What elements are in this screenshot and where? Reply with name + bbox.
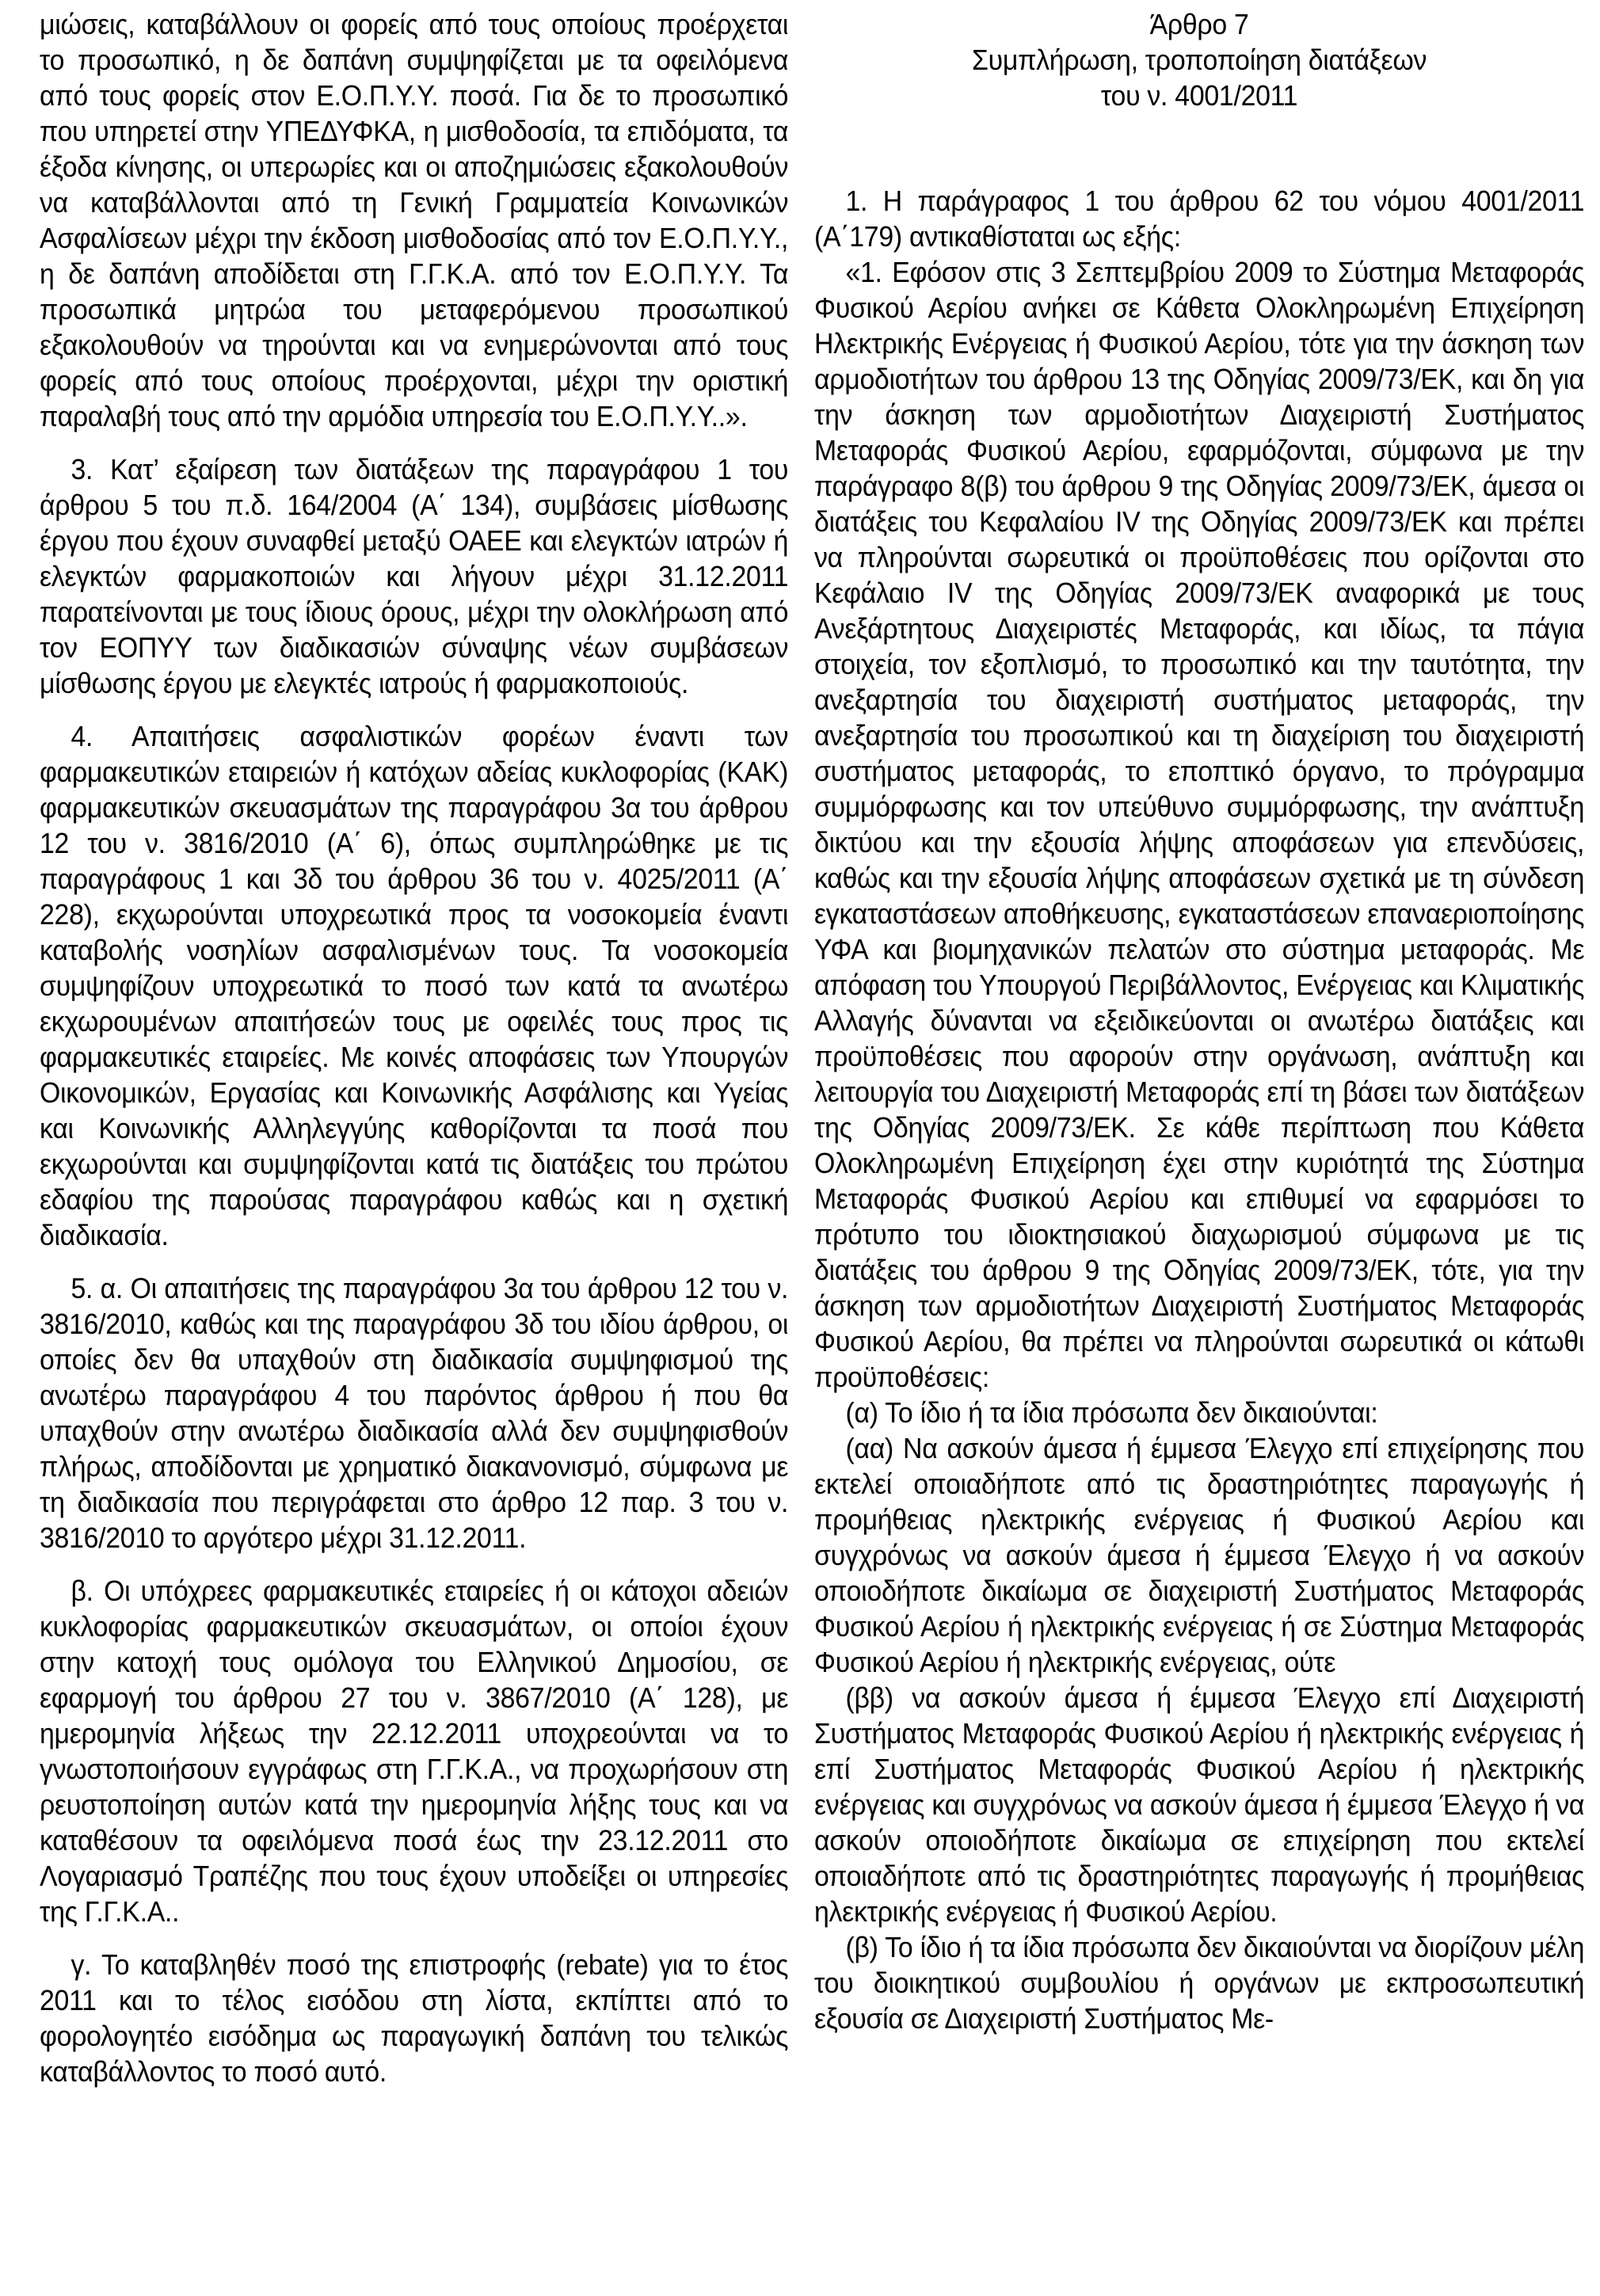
paragraph: 1. Η παράγραφος 1 του άρθρου 62 του νόμου 4001/2011 (Α΄179) αντικαθίσταται ως εξής:	[814, 185, 1585, 253]
left-column-text	[40, 6, 788, 2089]
paragraph: β. Οι υπόχρεες φαρμακευτικές εταιρείες ή οι κάτοχοι αδειών κυκλοφορίας φαρμακευτικών σκευασμάτων, οι οποίοι έχουν στην κατοχή τους ομόλογα του Ελληνικού Δημοσίου, σε εφαρμογή του άρθρου 27 του ν. 3867/2010 (Α΄ 128), με ημερομηνία λήξεως την 22.12.2011 υποχρεούνται να το γνωστοποιήσουν εγγράφως στη Γ.Γ.Κ.Α., να προχωρήσουν στη ρευστοποίηση αυτών κατά την ημερομηνία λήξης τους και να καταθέσουν τα οφειλόμενα ποσά έως την 23.12.2011 στο Λογαριασμό Τραπέζης που τους έχουν υποδείξει οι υπηρεσίες της Γ.Γ.Κ.Α..	[40, 1574, 789, 1928]
paragraph: μιώσεις, καταβάλλουν οι φορείς από τους οποίους προέρχεται το προσωπικό, η δε δαπάνη συμψηφίζεται με τα οφειλόμενα από τους φορείς στον Ε.Ο.Π.Υ.Υ. ποσά. Για δε το προσωπικό που υπηρετεί στην ΥΠΕΔΥΦΚΑ, η μισθοδοσία, τα επιδόματα, τα έξοδα κίνησης, οι υπερωρίες και οι αποζημιώσεις εξακολουθούν να καταβάλλονται από τη Γενική Γραμματεία Κοινωνικών Ασφαλίσεων μέχρι την έκδοση μισθοδοσίας από τον Ε.Ο.Π.Υ.Υ., η δε δαπάνη αποδίδεται στη Γ.Γ.Κ.Α. από τον Ε.Ο.Π.Υ.Υ. Τα προσωπικά μητρώα του μεταφερόμενου προσωπικού εξακολουθούν να τηρούνται και να ενημερώνονται από τους φορείς από τους οποίους προέρχονται, μέχρι την οριστική παραλαβή τους από την αρμόδια υπηρεσία του Ε.Ο.Π.Υ.Υ..».	[40, 8, 789, 432]
paragraph: (β) Το ίδιο ή τα ίδια πρόσωπα δεν δικαιούνται να διορίζουν μέλη του διοικητικού συμβουλίου ή οργάνων με εκπροσωπευτική εξουσία σε Διαχειριστή Συστήματος Με-	[814, 1931, 1585, 2035]
paragraph: 3. Κατ’ εξαίρεση των διατάξεων της παραγράφου 1 του άρθρου 5 του π.δ. 164/2004 (Α΄ 134), συμβάσεις μίσθωσης έργου που έχουν συναφθεί μεταξύ ΟΑΕΕ και ελεγκτών ιατρών ή ελεγκτών φαρμακοποιών και λήγουν μέχρι 31.12.2011 παρατείνονται με τους ίδιους όρους, μέχρι την ολοκλήρωση από τον ΕΟΠΥΥ των διαδικασιών σύναψης νέων συμβάσεων μίσθωσης έργου με ελεγκτές ιατρούς ή φαρμακοποιούς.	[40, 453, 789, 699]
article-heading-subtitle: του ν. 4001/2011	[1100, 79, 1298, 112]
paragraph: 4. Απαιτήσεις ασφαλιστικών φορέων έναντι των φαρμακευτικών εταιρειών ή κατόχων αδείας κυκλοφορίας (ΚΑΚ) φαρμακευτικών σκευασμάτων της παραγράφου 3α του άρθρου 12 του ν. 3816/2010 (Α΄ 6), όπως συμπληρώθηκε με τις παραγράφους 1 και 3δ του άρθρου 36 του ν. 4025/2011 (Α΄ 228), εκχωρούνται υποχρεωτικά προς τα νοσοκομεία έναντι καταβολής νοσηλίων ασφαλισμένων τους. Τα νοσοκομεία συμψηφίζουν υποχρεωτικά το ποσό των κατά τα ανωτέρω εκχωρουμένων απαιτήσεών τους με οφειλές τους προς τις φαρμακευτικές εταιρείες. Με κοινές αποφάσεις των Υπουργών Οικονομικών, Εργασίας και Κοινωνικής Ασφάλισης και Υγείας και Κοινωνικής Αλληλεγγύης καθορίζονται τα ποσά που εκχωρούνται και συμψηφίζονται κατά τις διατάξεις του πρώτου εδαφίου της παρούσας παραγράφου καθώς και η σχετική διαδικασία.	[40, 720, 789, 1251]
paragraph: (αα) Να ασκούν άμεσα ή έμμεσα Έλεγχο επί επιχείρησης που εκτελεί οποιαδήποτε από τις δραστηριότητες παραγωγής ή προμήθειας ηλεκτρικής ενέργειας ή Φυσικού Αερίου και συγχρόνως να ασκούν άμεσα ή έμμεσα Έλεγχο ή να ασκούν οποιοδήποτε δικαίωμα σε διαχειριστή Συστήματος Μεταφοράς Φυσικού Αερίου ή ηλεκτρικής ενέργειας ή σε Σύστημα Μεταφοράς Φυσικού Αερίου ή ηλεκτρικής ενέργειας, ούτε	[814, 1432, 1585, 1678]
right-column	[814, 6, 1584, 2036]
left-column	[40, 6, 788, 2089]
article-heading-title: Συμπλήρωση, τροποποίηση διατάξεων	[972, 44, 1427, 76]
paragraph: (ββ) να ασκούν άμεσα ή έμμεσα Έλεγχο επί Διαχειριστή Συστήματος Μεταφοράς Φυσικού Αερίου ή ηλεκτρικής ενέργειας ή επί Συστήματος Μεταφοράς Φυσικού Αερίου ή ηλεκτρικής ενέργειας και συγχρόνως να ασκούν άμεσα ή έμμεσα Έλεγχο ή να ασκούν οποιοδήποτε δικαίωμα σε επιχείρηση που εκτελεί οποιαδήποτε από τις δραστηριότητες παραγωγής ή προμήθειας ηλεκτρικής ενέργειας ή Φυσικού Αερίου.	[814, 1681, 1585, 1928]
right-column-text	[814, 6, 1584, 2036]
paragraph: γ. Το καταβληθέν ποσό της επιστροφής (rebate) για το έτος 2011 και το τέλος εισόδου στη λίστα, εκπίπτει από το φορολογητέο εισόδημα ως παραγωγική δαπάνη του τελικώς καταβάλλοντος το ποσό αυτό.	[40, 1948, 789, 2088]
paragraph: (α) Το ίδιο ή τα ίδια πρόσωπα δεν δικαιούνται:	[845, 1396, 1378, 1429]
paragraph: 5. α. Οι απαιτήσεις της παραγράφου 3α του άρθρου 12 του ν. 3816/2010, καθώς και της παραγράφου 3δ του ιδίου άρθρου, οι οποίες δεν θα υπαχθούν στη διαδικασία συμψηφισμού της ανωτέρω παραγράφου 4 του παρόντος άρθρου ή που θα υπαχθούν στην ανωτέρω διαδικασία αλλά δεν συμψηφισθούν πλήρως, αποδίδονται με χρηματικό διακανονισμό, σύμφωνα με τη διαδικασία που περιγράφεται στο άρθρο 12 παρ. 3 του ν. 3816/2010 το αργότερο μέχρι 31.12.2011.	[40, 1272, 789, 1554]
article-heading-number: Άρθρο 7	[1149, 8, 1249, 40]
article-heading	[814, 6, 1584, 113]
paragraph: «1. Εφόσον στις 3 Σεπτεμβρίου 2009 το Σύστημα Μεταφοράς Φυσικού Αερίου ανήκει σε Κάθετα Ολοκληρωμένη Επιχείρηση Ηλεκτρικής Ενέργειας ή Φυσικού Αερίου, τότε για την άσκηση των αρμοδιοτήτων του άρθρου 13 της Οδηγίας 2009/73/ΕΚ, και δη για την άσκηση των αρμοδιοτήτων Διαχειριστή Συστήματος Μεταφοράς Φυσικού Αερίου, εφαρμόζονται, σύμφωνα με την παράγραφο 8(β) του άρθρου 9 της Οδηγίας 2009/73/ΕΚ, άμεσα οι διατάξεις του Κεφαλαίου IV της Οδηγίας 2009/73/ΕΚ και πρέπει να πληρούνται σωρευτικά οι προϋποθέσεις που ορίζονται στο Κεφάλαιο IV της Οδηγίας 2009/73/ΕΚ αναφορικά με τους Ανεξάρτητους Διαχειριστές Μεταφοράς, και ιδίως, τα πάγια στοιχεία, τον εξοπλισμό, το προσωπικό και την ταυτότητα, την ανεξαρτησία του διαχειριστή συστήματος μεταφοράς, την ανεξαρτησία του προσωπικού και τη διαχείριση του διαχειριστή συστήματος μεταφοράς, το εποπτικό όργανο, το πρόγραμμα συμμόρφωσης και τον υπεύθυνο συμμόρφωσης, την ανάπτυξη δικτύου και την εξουσία λήψης αποφάσεων για επενδύσεις, καθώς και την εξουσία λήψης αποφάσεων σχετικά με τη σύνδεση εγκαταστάσεων αποθήκευσης, εγκαταστάσεων επαναεριοποίησης ΥΦΑ και βιομηχανικών πελατών στο σύστημα μεταφοράς. Με απόφαση του Υπουργού Περιβάλλοντος, Ενέργειας και Κλιματικής Αλλαγής δύνανται να εξειδικεύονται οι ανωτέρω διατάξεις και προϋποθέσεις που αφορούν στην οργάνωση, ανάπτυξη και λειτουργία του Διαχειριστή Μεταφοράς επί τη βάσει των διατάξεων της Οδηγίας 2009/73/ΕΚ. Σε κάθε περίπτωση που Κάθετα Ολοκληρωμένη Επιχείρηση έχει στην κυριότητά της Σύστημα Μεταφοράς Φυσικού Αερίου και επιθυμεί να εφαρμόσει το πρότυπο του ιδιοκτησιακού διαχωρισμού σύμφωνα με τις διατάξεις του άρθρου 9 της Οδηγίας 2009/73/ΕΚ, τότε, για την άσκηση των αρμοδιοτήτων Διαχειριστή Συστήματος Μεταφοράς Φυσικού Αερίου, θα πρέπει να πληρούνται σωρευτικά οι κάτωθι προϋποθέσεις:	[814, 256, 1585, 1393]
